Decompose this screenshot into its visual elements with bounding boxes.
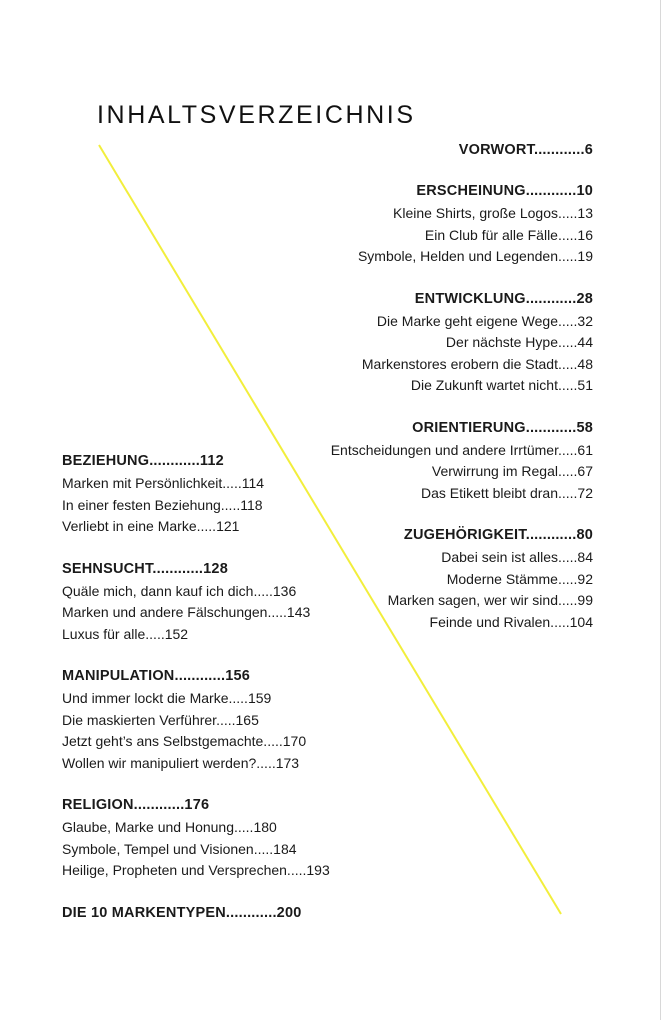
toc-section-religion <box>62 795 352 882</box>
toc-entry[interactable]: Marken und andere Fälschungen.....143 <box>62 604 311 620</box>
toc-section-erscheinung <box>233 181 593 268</box>
toc-entry[interactable]: Die Zukunft wartet nicht.....51 <box>410 377 593 393</box>
toc-section-beziehung <box>62 451 352 538</box>
toc-entry[interactable]: Der nächste Hype.....44 <box>445 334 593 350</box>
toc-left-column <box>62 451 352 944</box>
toc-section-vorwort <box>233 140 593 160</box>
toc-entry[interactable]: Verwirrung im Regal.....67 <box>431 463 593 479</box>
toc-entry[interactable]: Marken sagen, wer wir sind.....99 <box>387 592 593 608</box>
toc-heading[interactable]: VORWORT............6 <box>458 142 593 158</box>
toc-entry[interactable]: Wollen wir manipuliert werden?.....173 <box>62 754 300 771</box>
page-title: INHALTSVERZEICHNIS <box>97 101 416 129</box>
toc-entry[interactable]: Die maskierten Verführer.....165 <box>62 711 259 728</box>
toc-entry[interactable]: Feinde und Rivalen.....104 <box>429 613 593 630</box>
toc-entry[interactable]: Kleine Shirts, große Logos.....13 <box>393 205 593 221</box>
toc-entry[interactable]: Dabei sein ist alles.....84 <box>441 549 593 565</box>
toc-heading[interactable]: BEZIEHUNG............112 <box>62 453 224 469</box>
toc-section-manipulation <box>62 666 352 774</box>
toc-entry[interactable]: Symbole, Tempel und Visionen.....184 <box>62 840 297 857</box>
toc-entry[interactable]: Das Etikett bleibt dran.....72 <box>421 484 593 501</box>
toc-entry[interactable]: Symbole, Helden und Legenden.....19 <box>357 248 593 264</box>
toc-section-sehnsucht <box>62 559 352 646</box>
toc-entry[interactable]: Quäle mich, dann kauf ich dich.....136 <box>62 582 297 599</box>
toc-heading[interactable]: ERSCHEINUNG............10 <box>416 183 593 199</box>
toc-entry[interactable]: Heilige, Propheten und Versprechen.....193 <box>62 862 330 878</box>
toc-heading[interactable]: SEHNSUCHT............128 <box>62 560 228 577</box>
toc-entry[interactable]: In einer festen Beziehung.....118 <box>62 496 263 513</box>
toc-heading[interactable]: RELIGION............176 <box>62 797 210 813</box>
toc-entry[interactable]: Ein Club für alle Fälle.....16 <box>424 226 593 243</box>
toc-entry[interactable]: Moderne Stämme.....92 <box>446 570 593 587</box>
toc-heading[interactable]: ZUGEHÖRIGKEIT............80 <box>403 527 593 543</box>
toc-entry[interactable]: Entscheidungen und andere Irrtümer.....61 <box>330 441 593 458</box>
toc-entry[interactable]: Markenstores erobern die Stadt.....48 <box>361 355 593 372</box>
toc-section-markentypen <box>62 903 352 923</box>
toc-entry[interactable]: Verliebt in eine Marke.....121 <box>62 518 240 534</box>
toc-heading[interactable]: ENTWICKLUNG............28 <box>414 290 593 307</box>
toc-entry[interactable]: Marken mit Persönlichkeit.....114 <box>62 475 265 491</box>
toc-heading[interactable]: ORIENTIERUNG............58 <box>412 419 593 436</box>
toc-entry[interactable]: Glaube, Marke und Honung.....180 <box>62 819 277 835</box>
toc-entry[interactable]: Jetzt geht’s ans Selbstgemachte.....170 <box>62 733 307 749</box>
toc-heading[interactable]: DIE 10 MARKENTYPEN............200 <box>62 904 302 921</box>
toc-entry[interactable]: Luxus für alle.....152 <box>62 625 189 642</box>
toc-entry[interactable]: Und immer lockt die Marke.....159 <box>62 690 272 706</box>
toc-section-entwicklung <box>233 289 593 397</box>
toc-heading[interactable]: MANIPULATION............156 <box>62 668 251 684</box>
toc-entry[interactable]: Die Marke geht eigene Wege.....32 <box>376 312 593 329</box>
